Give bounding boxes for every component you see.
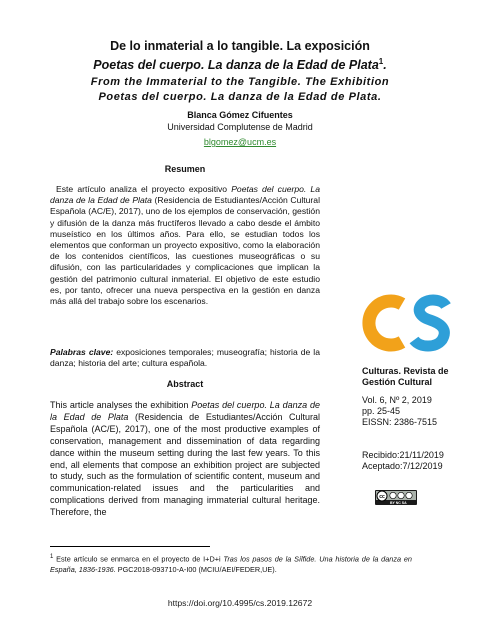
footnote-text-1: Este artículo se enmarca en el proyecto de I+D+i [53, 554, 224, 564]
footnote-text-2: PGC2018-093710-A-I00 (MCIU/AEI/FEDER,UE). [115, 564, 277, 574]
article-title-es-italic [40, 54, 440, 73]
resumen-text-2: (Residencia de Estudiantes/Acción Cultural Española (AC/E), 2017), uno de los ejemplos de conservación, gestión y difusión de la danza más fructíferos llevado a cabo desde el ámbito museístico en los últimos años. Para ello, se estudian todos los elementos que conforman un proyecto expositivo, como la elaboración de los contenidos científicos, las cuestiones museográficas o su difusión, con las particularidades y complicaciones que implican la gestión del patrimonio cultural inmaterial. El objetivo de este estudio es, por tanto, ofrecer una nueva perspectiva en la gestión en danza más allá del trabajo sobre los escenarios. [50, 195, 320, 307]
journal-volume: Vol. 6, Nº 2, 2019 [362, 395, 432, 405]
keywords [50, 347, 320, 369]
footnote-italic: Tras los pasos de la Sílfide. Una historia de la danza en España, 1836-1936. [50, 554, 412, 574]
abstract-heading: Abstract [166, 379, 204, 389]
article-title-en-2: Poetas del cuerpo. La danza de la Edad de Plata. [98, 91, 382, 104]
journal-eissn: EISSN: 2386-7515 [362, 417, 438, 427]
abstract-text-2: (Residencia de Estudiantes/Acción Cultural Española (AC/E), 2017), one of the most productive examples of conservation, management and dissemination of data regarding dance within the museum setting during the last few years. To this end, all elements that compose an exhibition project are subjected to study, such as the formulation of scientific content, museum and communication-related issues and the particularities and complications derived from managing immaterial cultural heritage. Therefore, the [50, 411, 320, 518]
journal-issue-info [362, 395, 472, 428]
resumen-italic: Poetas del cuerpo. La danza de la Edad de Plata [50, 184, 320, 206]
journal-pages: pp. 25-45 [362, 406, 401, 416]
article-title-en-1: From the Immaterial to the Tangible. The Exhibition [90, 76, 390, 89]
abstract-text-1: This article analyses the exhibition [50, 400, 192, 410]
keywords-text: exposiciones temporales; museografía; historia de la danza; historia del arte; cultura española. [50, 347, 320, 369]
resumen-heading: Resumen [164, 164, 206, 174]
journal-logo [362, 290, 454, 356]
journal-name: Culturas. Revista de Gestión Cultural [362, 366, 449, 387]
keywords-label: Palabras clave: [50, 347, 114, 357]
logo-c-letter [369, 301, 402, 345]
footnote-ref[interactable]: 1 [378, 57, 384, 66]
doi-link[interactable]: https://doi.org/10.4995/cs.2019.12672 [167, 598, 313, 608]
author-affiliation: Universidad Complutense de Madrid [167, 122, 313, 132]
article-dates [362, 450, 472, 472]
footnote-divider [50, 546, 210, 547]
title-block [40, 38, 440, 105]
author-email-link[interactable]: blgomez@ucm.es [203, 137, 277, 147]
footnote-number: 1 [50, 554, 54, 560]
received-date: Recibido:21/11/2019 [362, 450, 444, 460]
abstract-paragraph [50, 400, 320, 519]
article-title-es: De lo inmaterial a lo tangible. La exposición [110, 39, 370, 53]
title-italic-text: Poetas del cuerpo. La danza de la Edad de Plata [93, 58, 379, 73]
author-block [0, 109, 480, 133]
footnote [50, 552, 412, 575]
title-end: . [383, 58, 387, 73]
svg-text:cc: cc [379, 494, 385, 500]
accepted-date: Aceptado:7/12/2019 [362, 461, 443, 471]
svg-text:BY NC SA: BY NC SA [390, 501, 407, 505]
logo-s-letter [414, 300, 446, 346]
resumen-paragraph [50, 184, 320, 307]
resumen-text-1: Este artículo analiza el proyecto expositivo [56, 184, 232, 194]
cc-license-badge-icon[interactable] [375, 490, 417, 505]
abstract-italic: Poetas del cuerpo. La danza de la Edad de Plata [50, 400, 320, 422]
author-name: Blanca Gómez Cifuentes [187, 110, 293, 120]
